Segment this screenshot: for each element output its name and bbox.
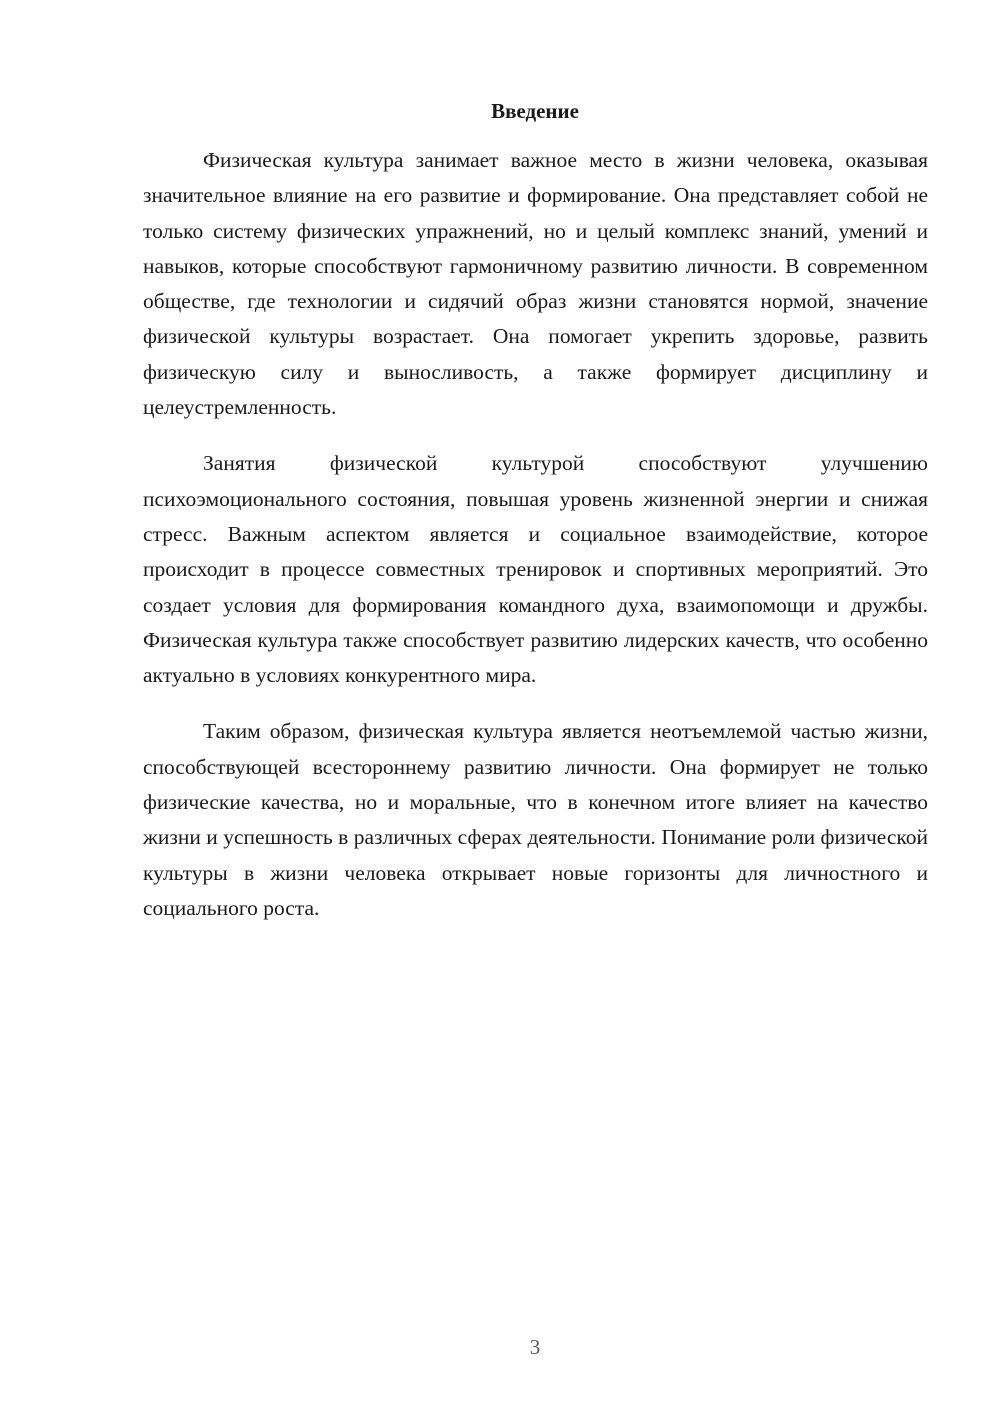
page-title: Введение <box>491 99 579 123</box>
paragraph-3: Таким образом, физическая культура является неотъемлемой частью жизни, способствующей всестороннему развитию личности. Она формирует не только физические качества, но и моральные, что в конечном итоге влияет на качество жизни и успешность в различных сферах деятельности. Понимание роли физической культуры в жизни человека открывает новые горизонты для личностного и социального роста. <box>143 719 928 920</box>
paragraph-1: Физическая культура занимает важное место в жизни человека, оказывая значительное влияние на его развитие и формирование. Она представляет собой не только систему физических упражнений, но и целый комплекс знаний, умений и навыков, которые способствуют гармоничному развитию личности. В современном обществе, где технологии и сидячий образ жизни становятся нормой, значение физической культуры возрастает. Она помогает укрепить здоровье, развить физическую силу и выносливость, а также формирует дисциплину и целеустремленность. <box>143 148 928 420</box>
paragraph-2: Занятия физической культурой способствуют улучшению психоэмоционального состояния, повышая уровень жизненной энергии и снижая стресс. Важным аспектом является и социальное взаимодействие, которое происходит в процессе совместных тренировок и спортивных мероприятий. Это создает условия для формирования командного духа, взаимопомощи и дружбы. Физическая культура также способствует развитию лидерских качеств, что особенно актуально в условиях конкурентного мира. <box>143 451 928 688</box>
page-number: 3 <box>529 1335 541 1359</box>
document-body <box>143 143 928 947</box>
